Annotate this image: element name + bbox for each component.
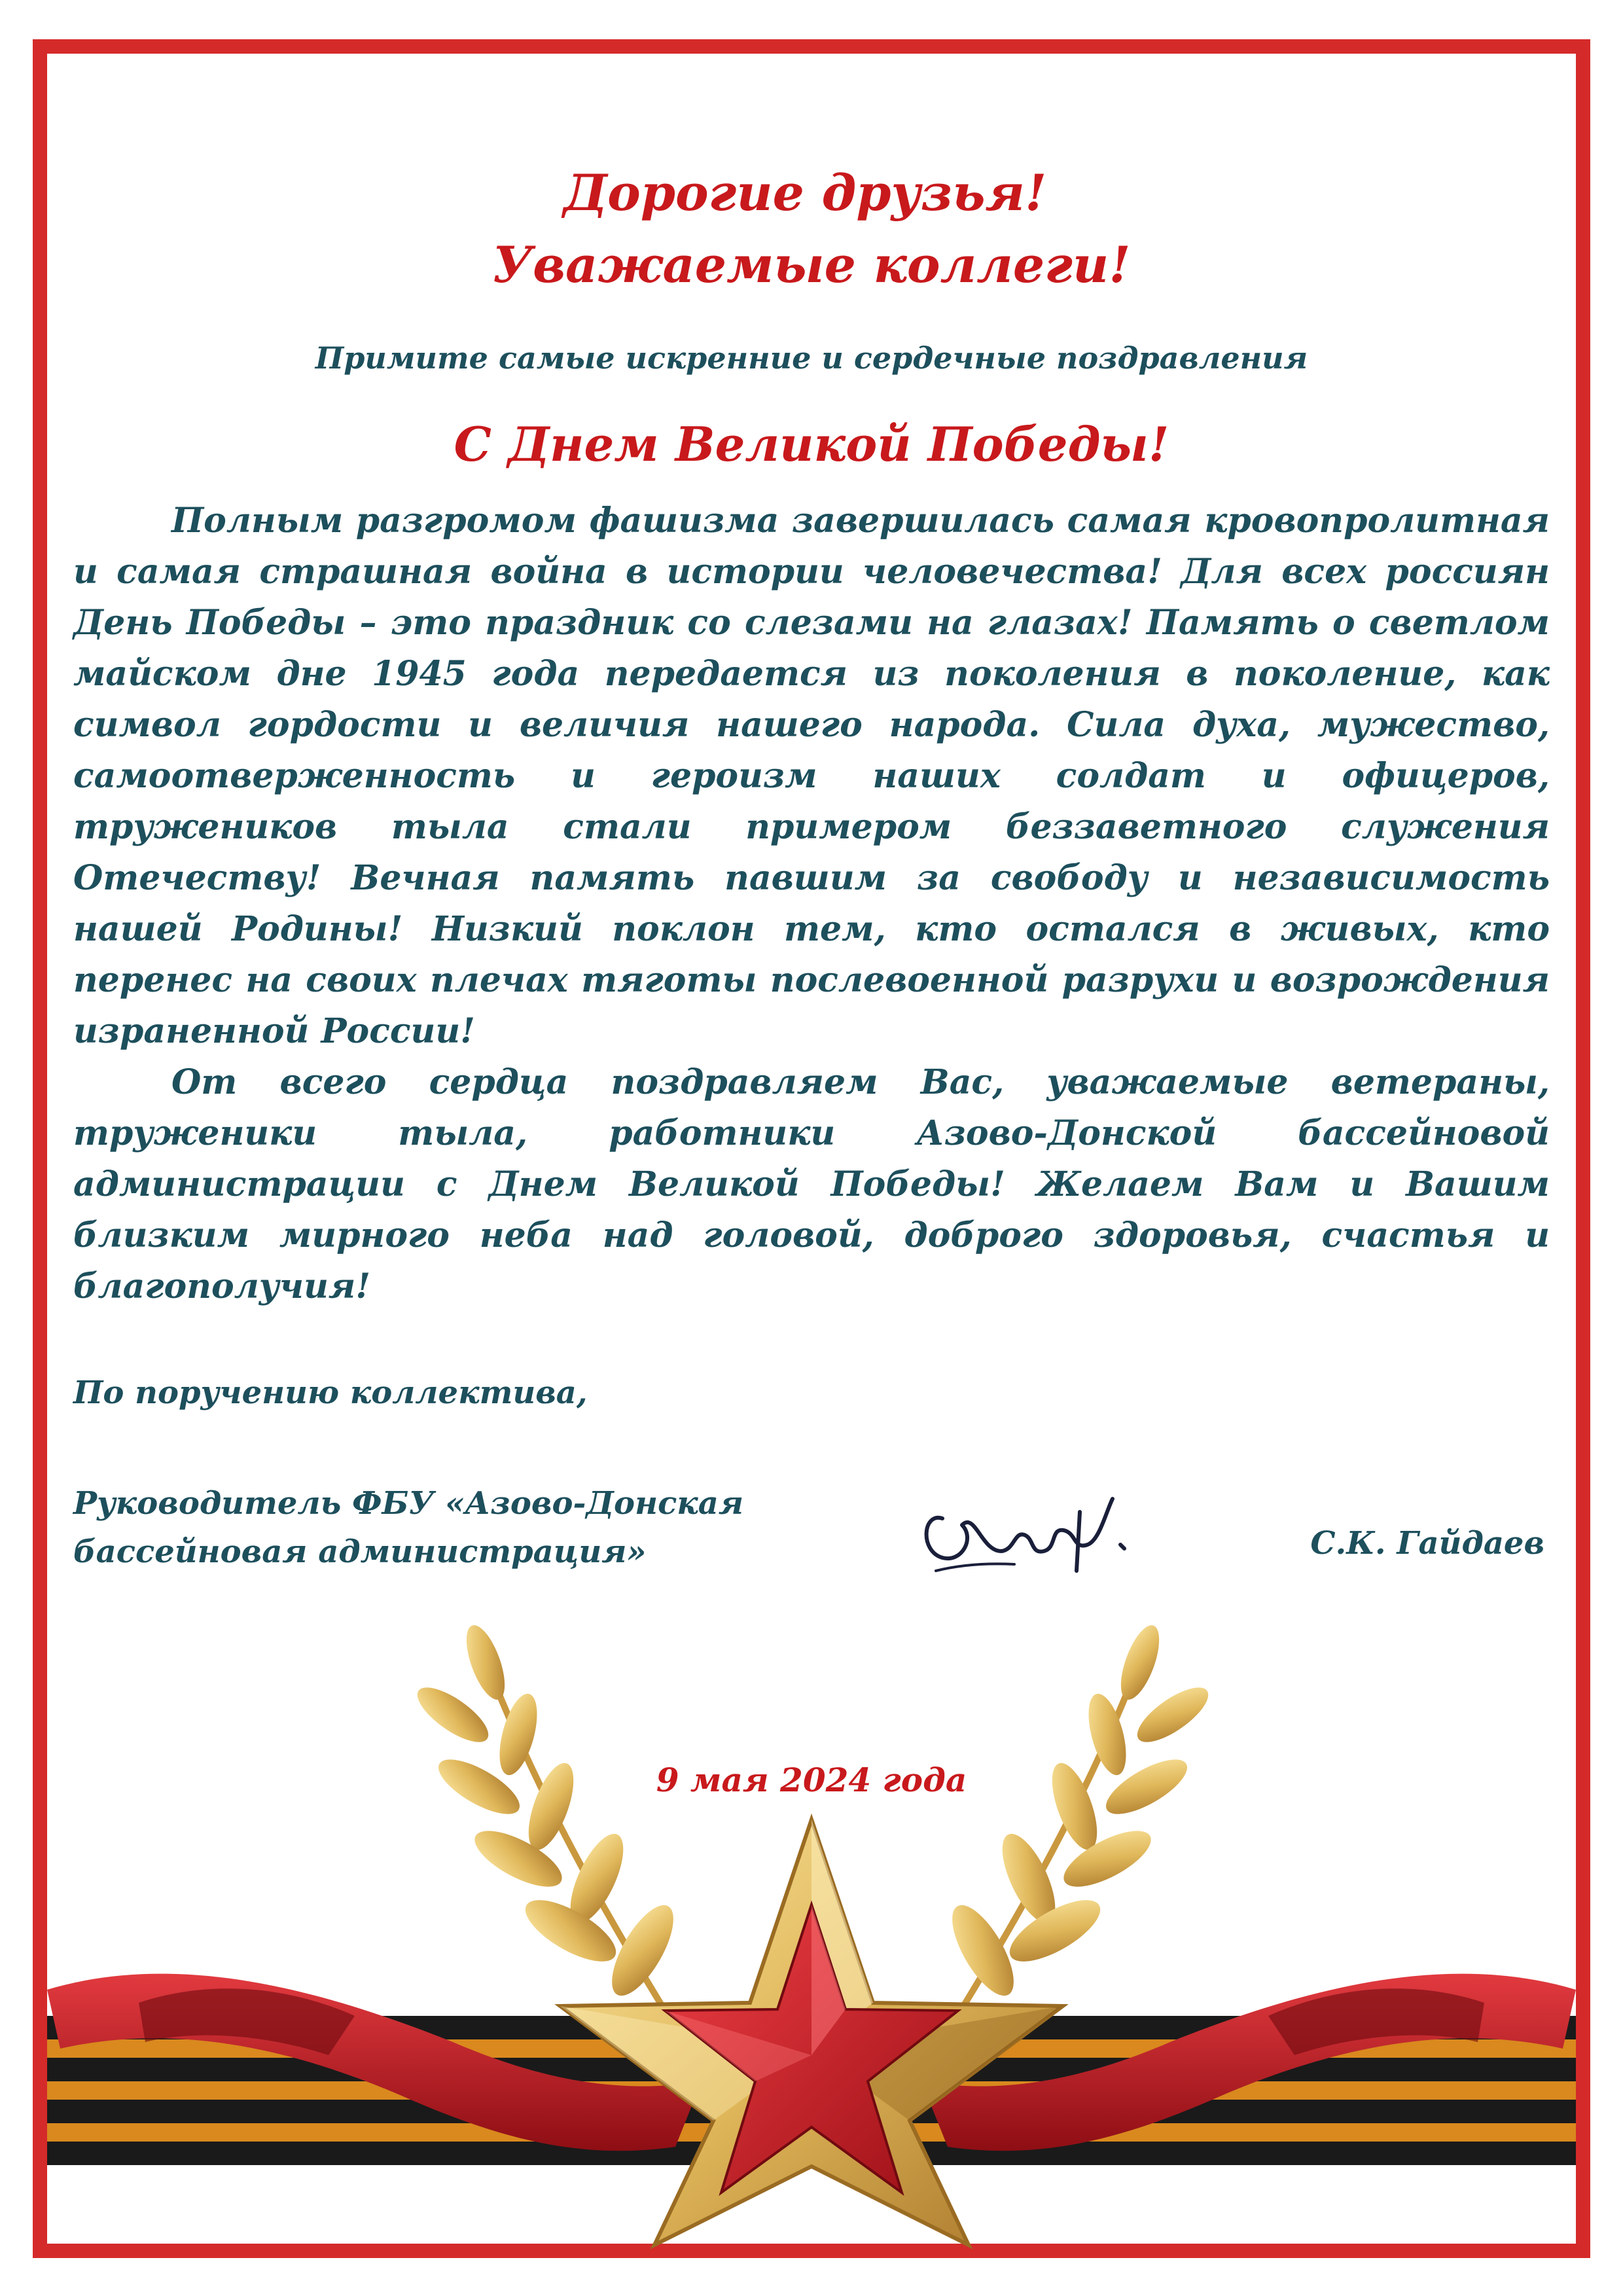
signatory-position [73, 1479, 806, 1576]
position-line-1: Руководитель ФБУ «Азово-Донская [73, 1485, 744, 1522]
position-line-2: бассейновая администрация» [73, 1534, 647, 1570]
subtitle: Примите самые искренние и сердечные поздравления [315, 340, 1308, 376]
victory-emblem-icon [47, 1623, 1576, 2251]
body-paragraph-2: От всего сердца поздравляем Вас, уважаемые ветераны, труженики тыла, работники Азово-Донской бассейновой администрации с Днем Великой Победы! Желаем Вам и Вашим близким мирного неба над головой, доброго здоровья, счастья и благополучия! [73, 1062, 1550, 1306]
greeting-line-2: Уважаемые коллеги! [492, 236, 1131, 294]
letter-date: 9 мая 2024 года [656, 1761, 967, 1799]
signatory-name: С.К. Гайдаев [1310, 1525, 1544, 1562]
letter-content [73, 157, 1550, 1312]
letter-body [73, 495, 1550, 1312]
headline: С Днем Великой Победы! [454, 416, 1169, 472]
body-paragraph-1: Полным разгромом фашизма завершилась самая кровопролитная и самая страшная война в истории человечества! Для всех россиян День Победы – это праздник со слезами на глазах! Память о светлом майском дне 1945 года передается из поколения в поколение, как символ гордости и величия нашего народа. Сила духа, мужество, самоотверженность и героизм наших солдат и офицеров, тружеников тыла стали примером беззаветного служения Отечеству! Вечная память павшим за свободу и независимость нашей Родины! Низкий поклон тем, кто остался в живых, кто перенес на своих плечах тяготы послевоенной разрухи и возрождения израненной России! [73, 501, 1550, 1051]
greeting-line-1: Дорогие друзья! [563, 164, 1047, 222]
signature-icon [916, 1473, 1132, 1584]
closing-line: По поручению коллектива, [73, 1374, 588, 1411]
